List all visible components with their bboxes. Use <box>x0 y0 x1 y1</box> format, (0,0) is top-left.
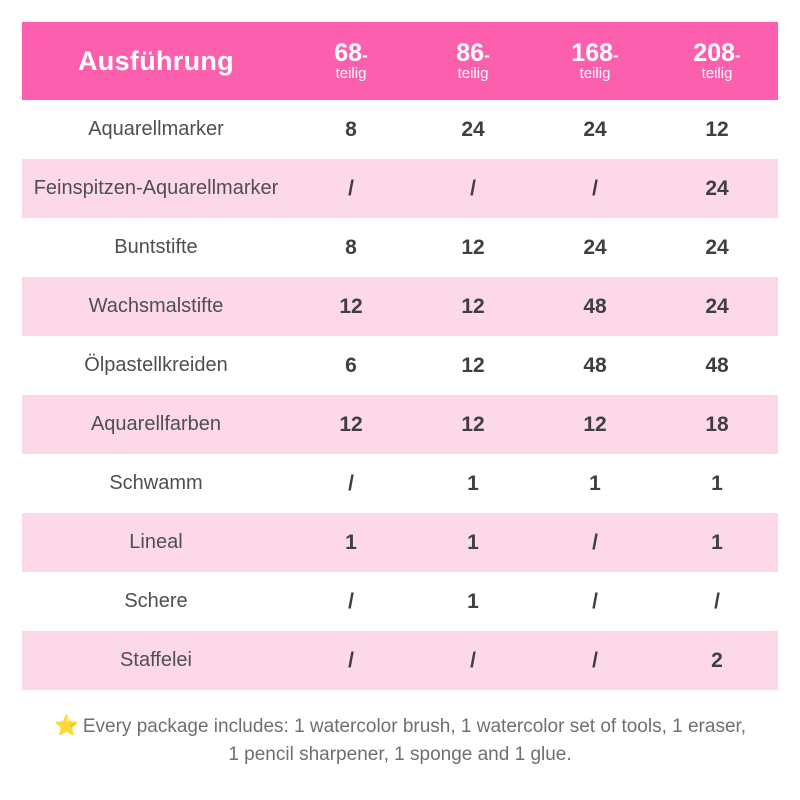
table-header-row <box>22 22 778 100</box>
row-value: 18 <box>705 412 729 436</box>
table-row <box>22 572 778 631</box>
row-value: 48 <box>705 353 729 377</box>
table-row <box>22 454 778 513</box>
table-row <box>22 218 778 277</box>
row-label: Buntstifte <box>114 236 198 258</box>
row-value: / <box>470 648 476 672</box>
row-value: 12 <box>705 117 729 141</box>
variant-number-2: 168- <box>571 38 619 67</box>
row-value: 12 <box>339 412 363 436</box>
table-row <box>22 395 778 454</box>
table-row <box>22 159 778 218</box>
row-value: 1 <box>711 471 723 495</box>
footnote-text: Every package includes: 1 watercolor brush, 1 watercolor set of tools, 1 eraser, 1 pencil sharpener, 1 sponge and 1 glue. <box>82 716 747 765</box>
row-value: 8 <box>345 235 357 259</box>
row-label: Ölpastellkreiden <box>84 354 228 376</box>
variant-sub-3: teilig <box>701 65 733 82</box>
column-header-variant-1 <box>412 22 534 100</box>
row-label: Aquarellfarben <box>90 413 222 435</box>
table-row <box>22 336 778 395</box>
row-value: 2 <box>711 648 723 672</box>
row-value: / <box>592 589 598 613</box>
row-label: Feinspitzen-Aquarellmarker <box>33 177 279 199</box>
row-value: 1 <box>467 530 479 554</box>
footnote <box>22 712 778 769</box>
row-value: / <box>470 176 476 200</box>
row-value: / <box>348 648 354 672</box>
row-value: 12 <box>461 294 485 318</box>
variant-number-3: 208- <box>693 38 741 67</box>
row-label: Schere <box>124 590 188 612</box>
row-value: 48 <box>583 353 607 377</box>
row-label: Staffelei <box>120 649 192 671</box>
row-label: Wachsmalstifte <box>88 295 224 317</box>
variant-sub-1: teilig <box>457 65 489 82</box>
row-value: 1 <box>467 471 479 495</box>
row-value: 1 <box>467 589 479 613</box>
variant-sub-0: teilig <box>335 65 367 82</box>
row-value: 48 <box>583 294 607 318</box>
row-value: 24 <box>705 294 729 318</box>
row-value: 24 <box>583 235 607 259</box>
row-value: 12 <box>583 412 607 436</box>
row-value: 12 <box>461 235 485 259</box>
row-value: / <box>348 471 354 495</box>
product-variant-table <box>22 22 778 690</box>
row-value: / <box>592 530 598 554</box>
table-body <box>22 100 778 690</box>
table-row <box>22 100 778 159</box>
row-label: Schwamm <box>109 472 203 494</box>
row-value: 1 <box>711 530 723 554</box>
row-value: 8 <box>345 117 357 141</box>
row-value: 12 <box>461 353 485 377</box>
column-header-variant-3 <box>656 22 778 100</box>
row-value: / <box>592 648 598 672</box>
table-row <box>22 513 778 572</box>
row-value: / <box>592 176 598 200</box>
table-row <box>22 631 778 690</box>
row-value: 24 <box>461 117 485 141</box>
column-header-variant-0 <box>290 22 412 100</box>
variant-sub-2: teilig <box>579 65 611 82</box>
row-value: 1 <box>345 530 357 554</box>
column-header-variant-2 <box>534 22 656 100</box>
row-value: 1 <box>589 471 601 495</box>
variant-number-1: 86- <box>456 38 490 67</box>
row-value: / <box>714 589 720 613</box>
row-label: Aquarellmarker <box>88 118 224 140</box>
table-row <box>22 277 778 336</box>
row-value: 24 <box>705 235 729 259</box>
row-value: 12 <box>339 294 363 318</box>
column-header-ausfuehrung: Ausführung <box>22 22 290 100</box>
row-value: 24 <box>705 176 729 200</box>
row-value: 24 <box>583 117 607 141</box>
row-value: / <box>348 589 354 613</box>
table-header <box>22 22 778 100</box>
row-value: 6 <box>345 353 357 377</box>
row-value: / <box>348 176 354 200</box>
variant-number-0: 68- <box>334 38 368 67</box>
row-label: Lineal <box>129 531 183 553</box>
row-value: 12 <box>461 412 485 436</box>
star-icon: ⭐ <box>53 715 79 737</box>
